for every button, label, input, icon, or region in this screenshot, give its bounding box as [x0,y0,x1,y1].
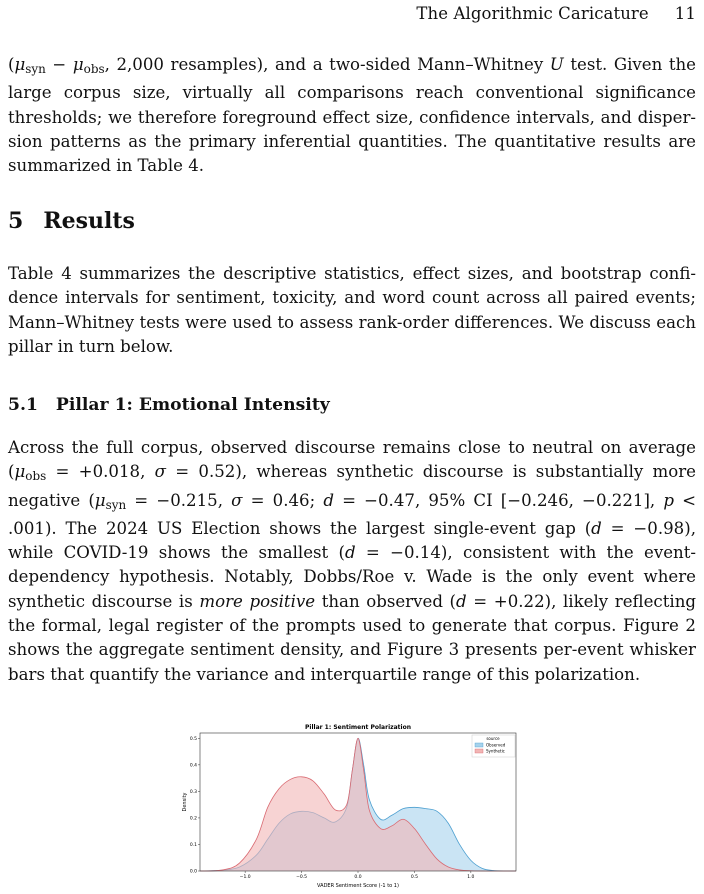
x-tick-label: 0.5 [410,875,419,880]
results-paragraph: Table 4 summarizes the descriptive statistics, effect sizes, and bootstrap confi-dence intervals for sentiment, toxicity, and word count across all paired events; Mann–Whitney tests were used to assess rank-order differences. We discuss each pillar in turn below. [8,264,696,356]
page-number: 11 [674,4,696,23]
running-head [416,4,696,23]
section-title: Results [43,208,135,234]
legend-label-observed: Observed [486,742,506,748]
y-tick-label: 0.4 [189,763,197,769]
subsection-number: 5.1 [8,395,38,415]
x-axis-label: VADER Sentiment Score (-1 to 1) [317,883,399,889]
legend-label-synthetic: Synthetic [486,748,505,754]
chart-title: Pillar 1: Sentiment Polarization [305,724,411,731]
x-tick-label: 1.0 [467,875,475,880]
x-tick-label: −0.5 [296,875,308,880]
legend-swatch-observed [475,743,483,747]
sentiment-density-figure [160,718,535,890]
y-tick-label: 0.3 [189,789,197,795]
density-chart [160,718,535,890]
density-area-synthetic [200,738,516,871]
y-tick-label: 0.0 [189,869,197,875]
section-heading-results [8,208,135,234]
running-head-title: The Algorithmic Caricature [416,4,649,23]
legend-swatch-synthetic [475,749,483,753]
x-tick-label: −1.0 [239,875,251,880]
y-tick-label: 0.5 [189,736,197,742]
intro-paragraph: ($\mu_{syn} - \mu_{obs}$, 2,000 resamples), and a two-sided Mann–Whitney U test. Given the large corpus size, virtually all comparisons reach conventional significance thresholds; we therefore foreground effect size, confidence intervals, and disper-sion patterns as the primary inferential quantities. The quantitative results are summarized in Table 4. [8,55,697,176]
legend-title: source [486,736,500,741]
y-axis-label: Density [182,792,188,812]
y-tick-label: 0.2 [189,816,197,822]
section-number: 5 [8,208,24,234]
legend [472,735,515,757]
x-tick-label: 0.0 [354,875,362,880]
subsection-title: Pillar 1: Emotional Intensity [55,395,330,415]
subsection-heading-pillar1 [8,395,330,415]
y-tick-label: 0.1 [189,842,197,848]
pillar1-paragraph: Across the full corpus, observed discourse remains close to neutral on average ($\mu_{obs} = +0.018$, σ = 0.52), whereas synthetic discourse is substantially more negative ($\mu_{syn} = -0.215$, σ = 0.46; d = −0.47, 95% CI [−0.246, −0.221], p < .001). The 2024 US Election shows the largest single-event gap (d = −0.98), while COVID-19 shows the smallest (d = −0.14), consistent with the event-dependency hypothesis. Notably, Dobbs/Roe v. Wade is the only event where synthetic discourse is more positive than observed (d = +0.22), likely reflecting the formal, legal register of the prompts used to generate that corpus. Figure 2 shows the aggregate sentiment density, and Figure 3 presents per-event whisker bars that quantify the variance and interquartile range of this polarization. [8,438,696,684]
